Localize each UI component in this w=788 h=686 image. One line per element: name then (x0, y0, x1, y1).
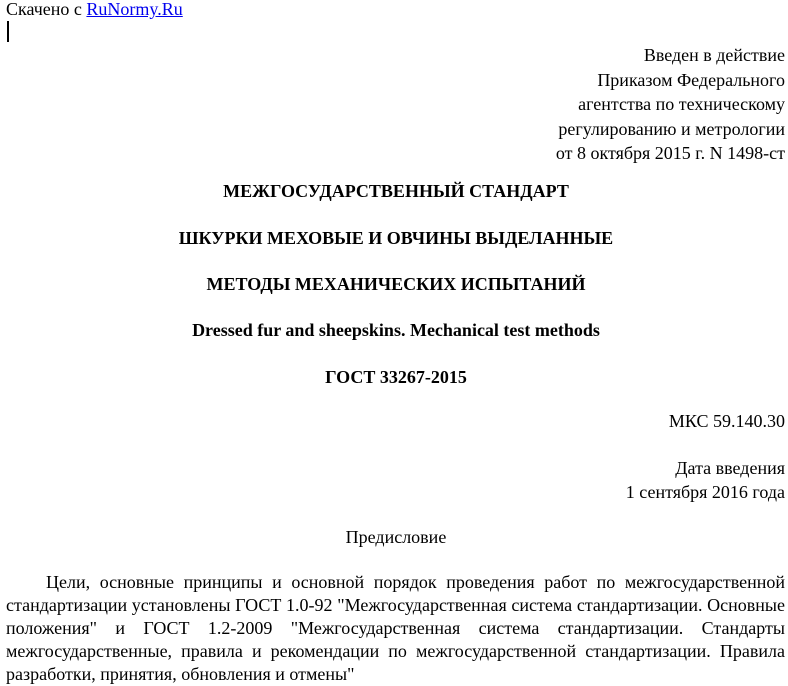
introduced-line: Введен в действие (643, 45, 785, 65)
mks-code: МКС 59.140.30 (668, 411, 785, 431)
preface-paragraph: Цели, основные принципы и основной порядок проведения работ по межгосударственной стандартизации установлены ГОСТ 1.0-92 "Межгосударственная система стандартизации. Основные положения" и ГОСТ 1.2-2009 "Межгосударственная система стандартизации. Стандарты межгосударственные, правила и рекомендации по межгосударственной стандартизации. Правила разработки, принятия, обновления и отмены" (6, 572, 785, 684)
title-ru-heading: ШКУРКИ МЕХОВЫЕ И ОВЧИНЫ ВЫДЕЛАННЫЕ (178, 228, 614, 248)
source-line (6, 0, 183, 20)
introduced-line: Приказом Федерального (597, 69, 785, 90)
introduced-line: регулированию и метрологии (558, 118, 785, 139)
introduction-date-block (626, 456, 785, 504)
standard-code-heading: ГОСТ 33267-2015 (325, 367, 467, 387)
title-en-heading: Dressed fur and sheepskins. Mechanical test methods (192, 320, 600, 340)
introduction-date-label: Дата введения (675, 458, 785, 478)
source-prefix: Скачено с (6, 0, 87, 19)
source-link[interactable]: RuNormy.Ru (86, 0, 183, 19)
subtitle-ru-heading: МЕТОДЫ МЕХАНИЧЕСКИХ ИСПЫТАНИЙ (206, 274, 586, 294)
introduced-line: от 8 октября 2015 г. N 1498-ст (555, 143, 785, 163)
introduction-date-value: 1 сентября 2016 года (625, 482, 785, 502)
text-cursor (7, 21, 9, 42)
standard-type-heading: МЕЖГОСУДАРСТВЕННЫЙ СТАНДАРТ (223, 181, 569, 201)
preface-title: Предисловие (345, 527, 447, 547)
introduced-line: агентства по техническому (578, 94, 785, 114)
introduced-block (556, 43, 785, 166)
